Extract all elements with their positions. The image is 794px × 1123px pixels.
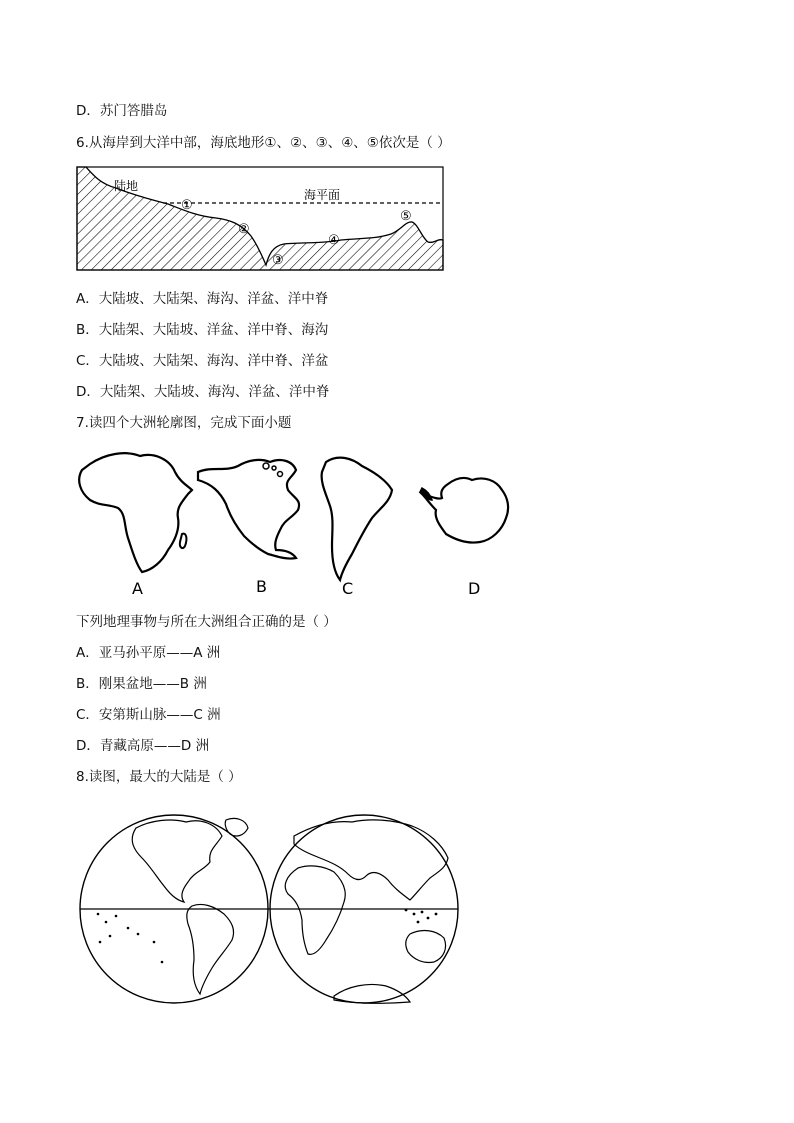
- marker-5: ⑤: [400, 209, 412, 224]
- pacific-islands: [97, 913, 164, 964]
- africa-outline: [285, 866, 345, 954]
- world-hemispheres-map: [76, 806, 464, 1014]
- greenland-outline: [225, 818, 248, 836]
- continent-label-d: D: [468, 579, 481, 598]
- q6-option-a: A．大陆坡、大陆架、海沟、洋盆、洋中脊: [76, 291, 329, 307]
- marker-2: ②: [238, 222, 250, 237]
- q7-option-b: B．刚果盆地——B 洲: [76, 676, 207, 692]
- continent-d-outline: [422, 478, 508, 543]
- seafloor-profile-figure: [76, 166, 444, 272]
- australia-outline: [406, 931, 446, 963]
- continent-c-outline: [322, 458, 392, 580]
- q8-stem: 8.读图，最大的大陆是（ ）: [76, 769, 242, 785]
- continent-label-a: A: [132, 579, 143, 598]
- continent-label-c: C: [342, 579, 354, 598]
- q6-option-d: D．大陆架、大陆坡、海沟、洋盆、洋中脊: [76, 384, 330, 400]
- eurasia-outline: [294, 820, 448, 900]
- q7-option-d: D．青藏高原——D 洲: [76, 738, 210, 754]
- sea-level-label: 海平面: [304, 188, 341, 202]
- marker-3: ③: [272, 253, 284, 268]
- southeast-asia-islands: [405, 909, 438, 924]
- q6-option-b: B．大陆架、大陆坡、洋盆、洋中脊、海沟: [76, 322, 329, 338]
- q6-stem: 6.从海岸到大洋中部，海底地形①、②、③、④、⑤依次是（ ）: [76, 135, 451, 151]
- q7-stem: 7.读四个大洲轮廓图，完成下面小题: [76, 415, 292, 431]
- south-america-outline: [187, 904, 234, 994]
- marker-4: ④: [328, 233, 340, 248]
- antarctic-peninsula: [420, 488, 432, 500]
- land-label: 陆地: [114, 179, 139, 193]
- q6-option-c: C．大陆坡、大陆架、海沟、洋中脊、洋盆: [76, 353, 329, 369]
- marker-1: ①: [181, 198, 193, 213]
- continent-label-b: B: [256, 577, 267, 596]
- q7-option-a: A．亚马孙平原——A 洲: [76, 645, 221, 661]
- q7-option-c: C．安第斯山脉——C 洲: [76, 707, 221, 723]
- madagascar-outline: [180, 534, 187, 548]
- q7-sub-stem: 下列地理事物与所在大洲组合正确的是（ ）: [76, 614, 337, 630]
- north-america-outline: [132, 820, 222, 902]
- continent-outlines-figure: [70, 446, 520, 602]
- continent-b-outline: [198, 460, 299, 559]
- continent-a-outline: [79, 453, 192, 572]
- q5-option-d: D．苏门答腊岛: [76, 103, 168, 119]
